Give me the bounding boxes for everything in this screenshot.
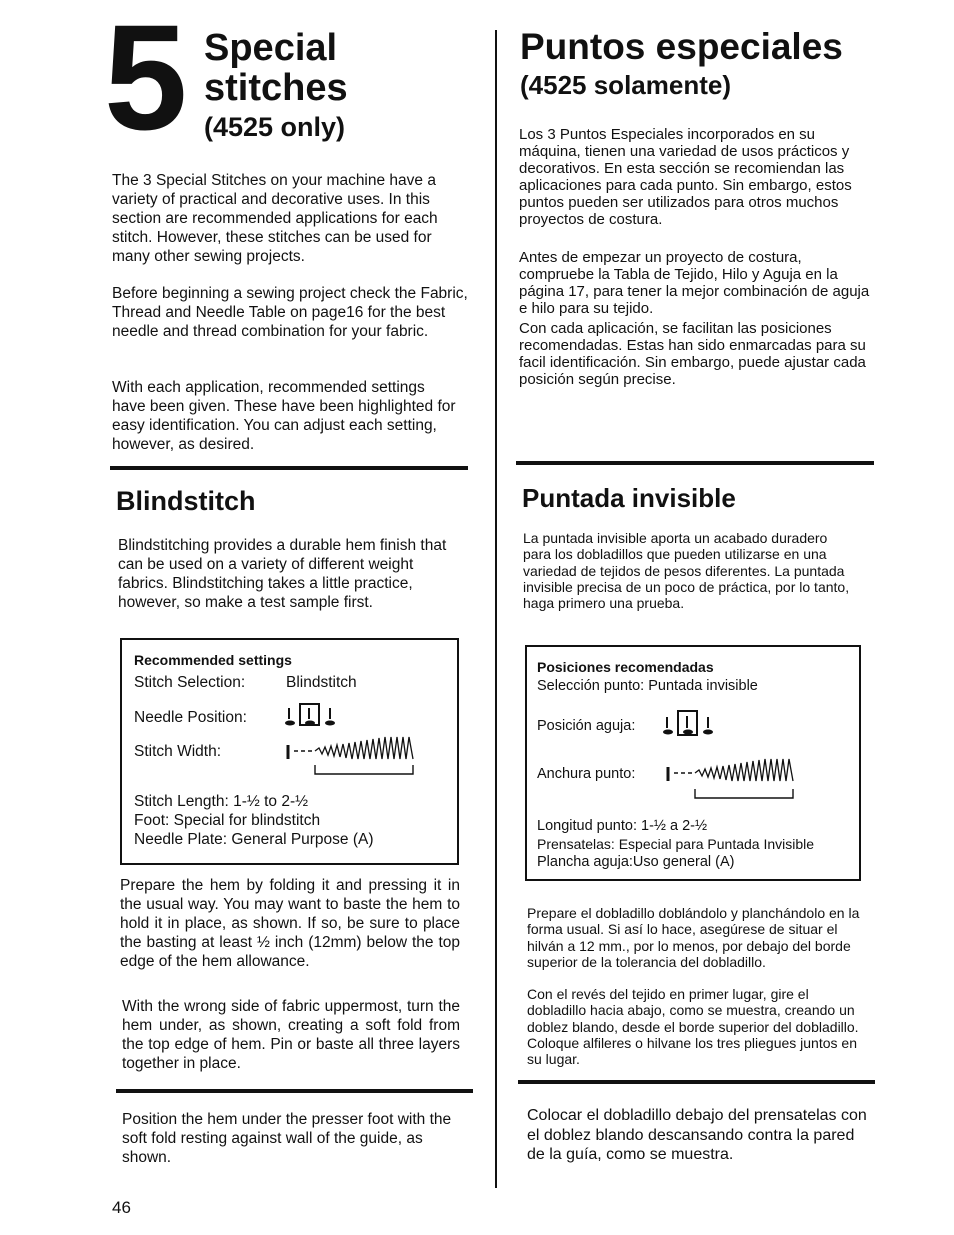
- intro-paragraph-en-2: Before beginning a sewing project check the Fabric, Thread and Needle Table on page16 for the best needle and thread combination for your fabric.: [112, 285, 468, 340]
- chapter-number: 5: [104, 0, 184, 161]
- recommended-settings-box-en: [120, 638, 459, 865]
- blindstitch-intro-es: La puntada invisible aporta un acabado duradero para los dobladillos que pueden utilizarse en una variedad de tejidos de pesos diferentes. La puntada invisible precisa de un poco de práctica, por lo tanto, haga primero una prueba.: [523, 530, 850, 612]
- settings-header-en: Recommended settings: [134, 652, 292, 668]
- page-title-es: Puntos especiales: [520, 26, 843, 67]
- settings-header-es: Posiciones recomendadas: [537, 659, 714, 675]
- section-title-puntada-invisible: Puntada invisible: [522, 483, 736, 513]
- blindstitch-step2-es: Con el revés del tejido en primer lugar, gire el dobladillo hacia abajo, como se muestra, creando un doblez blando, desde el borde superior del dobladillo. Coloque alfileres o hilvane los tres pliegues juntos en su lugar.: [527, 986, 859, 1068]
- foot-en: Foot: Special for blindstitch: [134, 812, 321, 829]
- stitch-width-label-es: Anchura punto:: [537, 766, 636, 782]
- step-rule-es: [518, 1080, 875, 1084]
- intro-paragraph-en-1: The 3 Special Stitches on your machine have a variety of practical and decorative uses. In this section are recommended applications for each stitch. However, these stitches can be used for many other sewing projects.: [112, 172, 438, 265]
- stitch-selection-label-en: Stitch Selection:: [134, 674, 246, 691]
- needle-position-icon: [663, 711, 715, 736]
- blindstitch-step1-en: Prepare the hem by folding it and pressing it in the usual way. You may want to baste the hem to hold it in place, as shown. If so, be sure to place the basting at least ½ inch (12mm) below the top edge of the hem allowance.: [120, 877, 460, 970]
- stitch-width-scale-icon: [665, 759, 797, 801]
- stitch-selection-es: Selección punto: Puntada invisible: [537, 678, 758, 694]
- blindstitch-step3-en: Position the hem under the presser foot with the soft fold resting against wall of the guide, as shown.: [122, 1111, 452, 1166]
- stitch-width-label-en: Stitch Width:: [134, 743, 221, 760]
- step-rule-en: [116, 1089, 473, 1093]
- section-rule-es: [516, 461, 874, 465]
- stitch-selection-value-en: Blindstitch: [286, 674, 357, 691]
- needle-plate-en: Needle Plate: General Purpose (A): [134, 831, 374, 848]
- needle-position-label-en: Needle Position:: [134, 709, 247, 726]
- intro-paragraph-en-3: With each application, recommended settings have been given. These have been highlighted for easy identification. You can adjust each setting, however, as desired.: [112, 379, 456, 453]
- stitch-width-scale-icon: [285, 737, 417, 777]
- stitch-length-en: Stitch Length: 1-½ to 2-½: [134, 793, 309, 810]
- recommended-settings-box-es: [525, 645, 861, 881]
- blindstitch-step1-es: Prepare el dobladillo doblándolo y planchándolo en la forma usual. Si así lo hace, asegúrese de situar el hilván a 12 mm., por lo menos, por debajo del borde superior de la tolerancia del dobladillo.: [527, 905, 860, 970]
- page-number: 46: [112, 1198, 131, 1217]
- needle-position-label-es: Posición aguja:: [537, 718, 636, 734]
- foot-es: Prensatelas: Especial para Puntada Invisible: [537, 836, 815, 852]
- intro-paragraph-es-2: Antes de empezar un proyecto de costura, compruebe la Tabla de Tejido, Hilo y Aguja en la página 17, para tener la mejor combinación de aguja e hilo para su tejido.: [519, 249, 870, 317]
- column-divider: [495, 30, 497, 1188]
- stitch-length-es: Longitud punto: 1-½ a 2-½: [537, 818, 708, 834]
- section-rule-en: [110, 466, 468, 470]
- blindstitch-intro-en: Blindstitching provides a durable hem finish that can be used on a variety of different weight fabrics. Blindstitching takes a little practice, however, so make a test sample first.: [118, 537, 447, 611]
- page-subtitle-es: (4525 solamente): [520, 70, 731, 100]
- needle-plate-es: Plancha aguja:Uso general (A): [537, 854, 735, 870]
- page-title-en: Special stitches: [204, 27, 348, 109]
- intro-paragraph-es-1: Los 3 Puntos Especiales incorporados en su máquina, tienen una variedad de usos prácticos y decorativos. En esta sección se recomiendan las aplicaciones para cada punto. Sin embargo, estos puntos pueden ser utilizados para otros muchos proyectos de costura.: [519, 126, 852, 228]
- section-title-blindstitch: Blindstitch: [116, 486, 256, 516]
- page-subtitle-en: (4525 only): [204, 112, 346, 142]
- needle-position-icon: [285, 704, 337, 726]
- intro-paragraph-es-3: Con cada aplicación, se facilitan las posiciones recomendadas. Estas han sido enmarcadas para su facil identificación. Sin embargo, puede ajustar cada posición según precise.: [519, 320, 866, 388]
- blindstitch-step2-en: With the wrong side of fabric uppermost, turn the hem under, as shown, creating a soft fold from the top edge of hem. Pin or baste all three layers together in place.: [122, 998, 460, 1072]
- blindstitch-step3-es: Colocar el dobladillo debajo del prensatelas con el doblez blando descansando contra la pared de la guía, como se muestra.: [527, 1107, 867, 1163]
